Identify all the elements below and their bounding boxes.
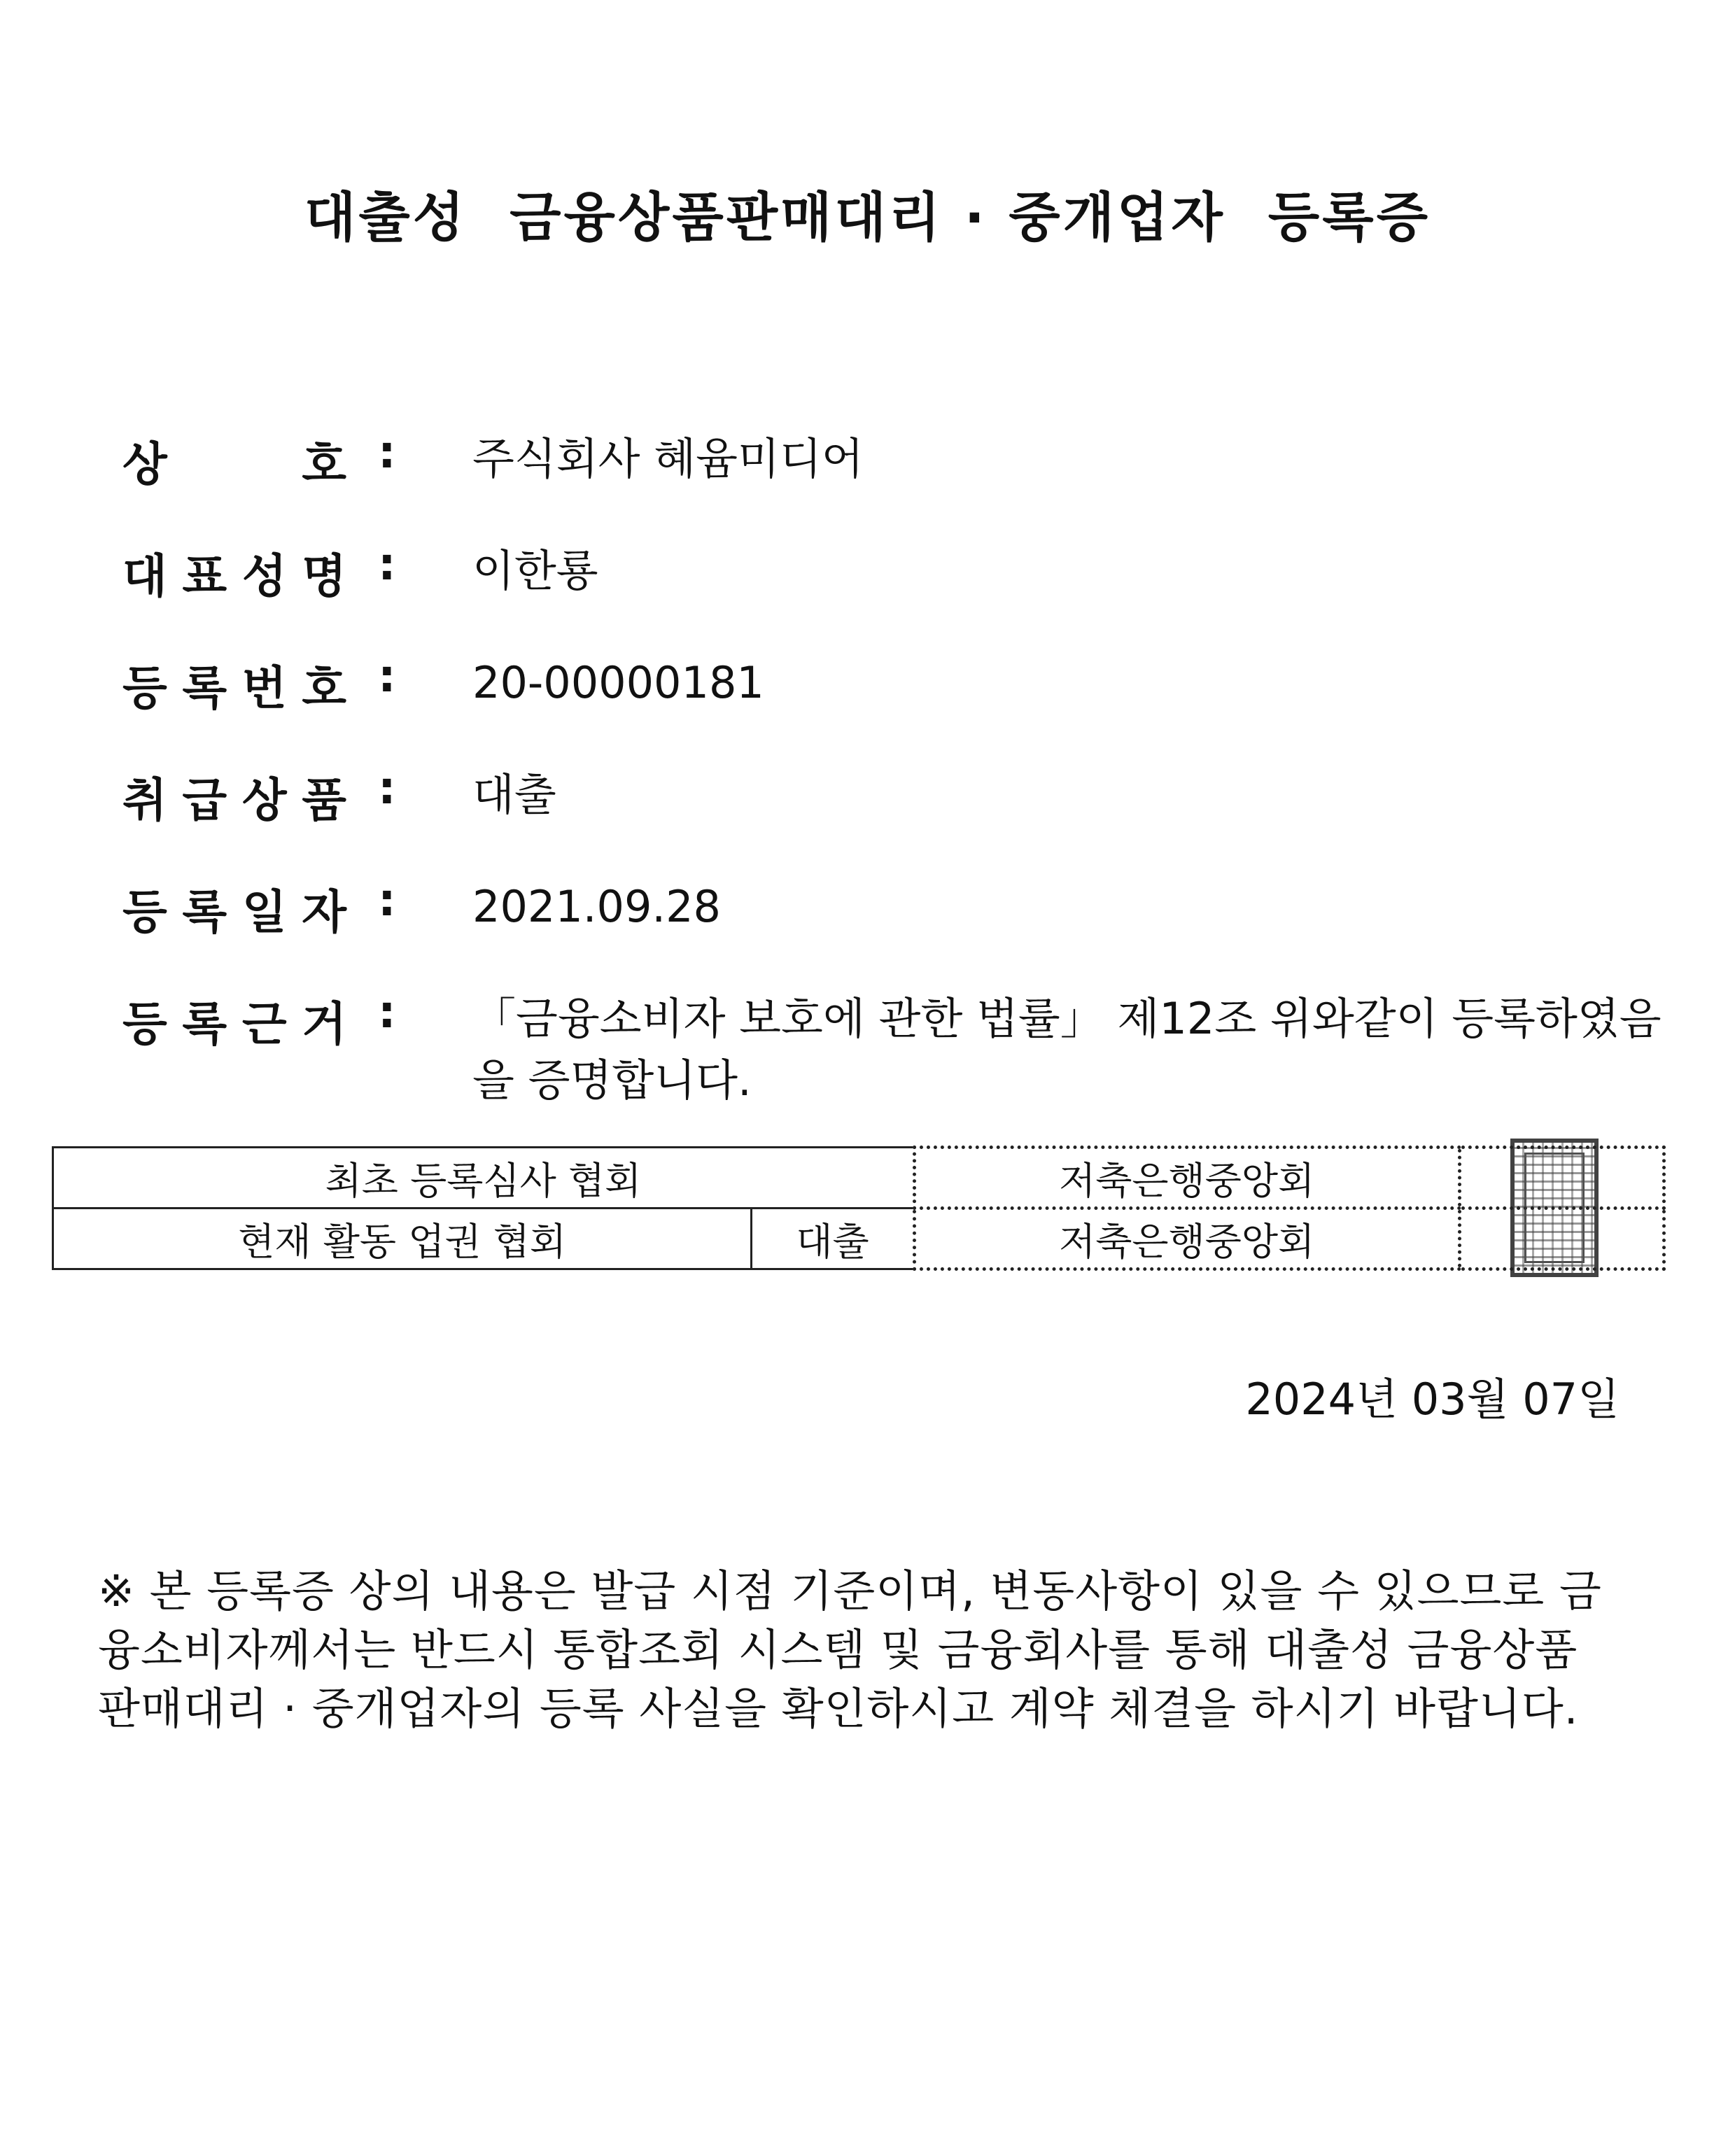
field-company-name bbox=[122, 427, 1627, 490]
association-table bbox=[52, 1146, 1666, 1271]
colon: : bbox=[378, 987, 396, 1038]
colon: : bbox=[378, 763, 396, 815]
field-label: 취 급 상 품 bbox=[122, 773, 346, 827]
official-seal-stamp bbox=[1510, 1139, 1599, 1277]
field-representative bbox=[122, 539, 1627, 602]
seal-inner-border bbox=[1524, 1153, 1585, 1263]
table-row bbox=[53, 1148, 1664, 1209]
notice-text: ※ 본 등록증 상의 내용은 발급 시점 기준이며, 변동사항이 있을 수 있으므로 금융소비자께서는 반드시 통합조회 시스템 및 금융회사를 통해 대출성 금융상품 판매대리 · 중개업자의 등록 사실을 확인하시고 계약 체결을 하시기 바랍니다. bbox=[98, 1565, 1602, 1734]
colon: : bbox=[378, 427, 396, 479]
initial-review-association-value: 저축은행중앙회 bbox=[914, 1148, 1459, 1209]
field-label: 대 표 성 명 bbox=[122, 549, 346, 603]
field-registration-basis bbox=[122, 987, 1662, 1106]
field-value: 2021.09.28 bbox=[472, 881, 721, 932]
field-label: 등 록 근 거 bbox=[122, 997, 346, 1051]
field-value: 이한룡 bbox=[472, 545, 598, 596]
field-label: 등 록 일 자 bbox=[122, 885, 346, 939]
field-value: 대출 bbox=[472, 769, 556, 820]
field-value: 20-00000181 bbox=[472, 657, 764, 708]
colon: : bbox=[378, 651, 396, 703]
current-association-value: 저축은행중앙회 bbox=[914, 1209, 1459, 1269]
issue-date: 2024년 03월 07일 bbox=[1245, 1374, 1620, 1425]
field-product-type bbox=[122, 763, 1627, 826]
initial-review-association-label: 최초 등록심사 협회 bbox=[53, 1148, 915, 1209]
field-value: 주식회사 혜윰미디어 bbox=[472, 433, 864, 484]
colon: : bbox=[378, 539, 396, 591]
field-registration-number bbox=[122, 651, 1627, 714]
field-label: 등 록 번 호 bbox=[122, 661, 346, 715]
document-title: 대출성 금융상품판매대리 · 중개업자 등록증 bbox=[304, 186, 1431, 248]
field-value: 「금융소비자 보호에 관한 법률」 제12조 위와같이 등록하였음을 증명합니다. bbox=[472, 993, 1662, 1106]
current-sector-association-label: 현재 활동 업권 협회 bbox=[53, 1209, 752, 1269]
field-label: 상 호 bbox=[122, 437, 346, 491]
field-registration-date bbox=[122, 875, 1627, 938]
current-sector-value: 대출 bbox=[752, 1209, 915, 1269]
table-row bbox=[53, 1209, 1664, 1269]
colon: : bbox=[378, 875, 396, 926]
